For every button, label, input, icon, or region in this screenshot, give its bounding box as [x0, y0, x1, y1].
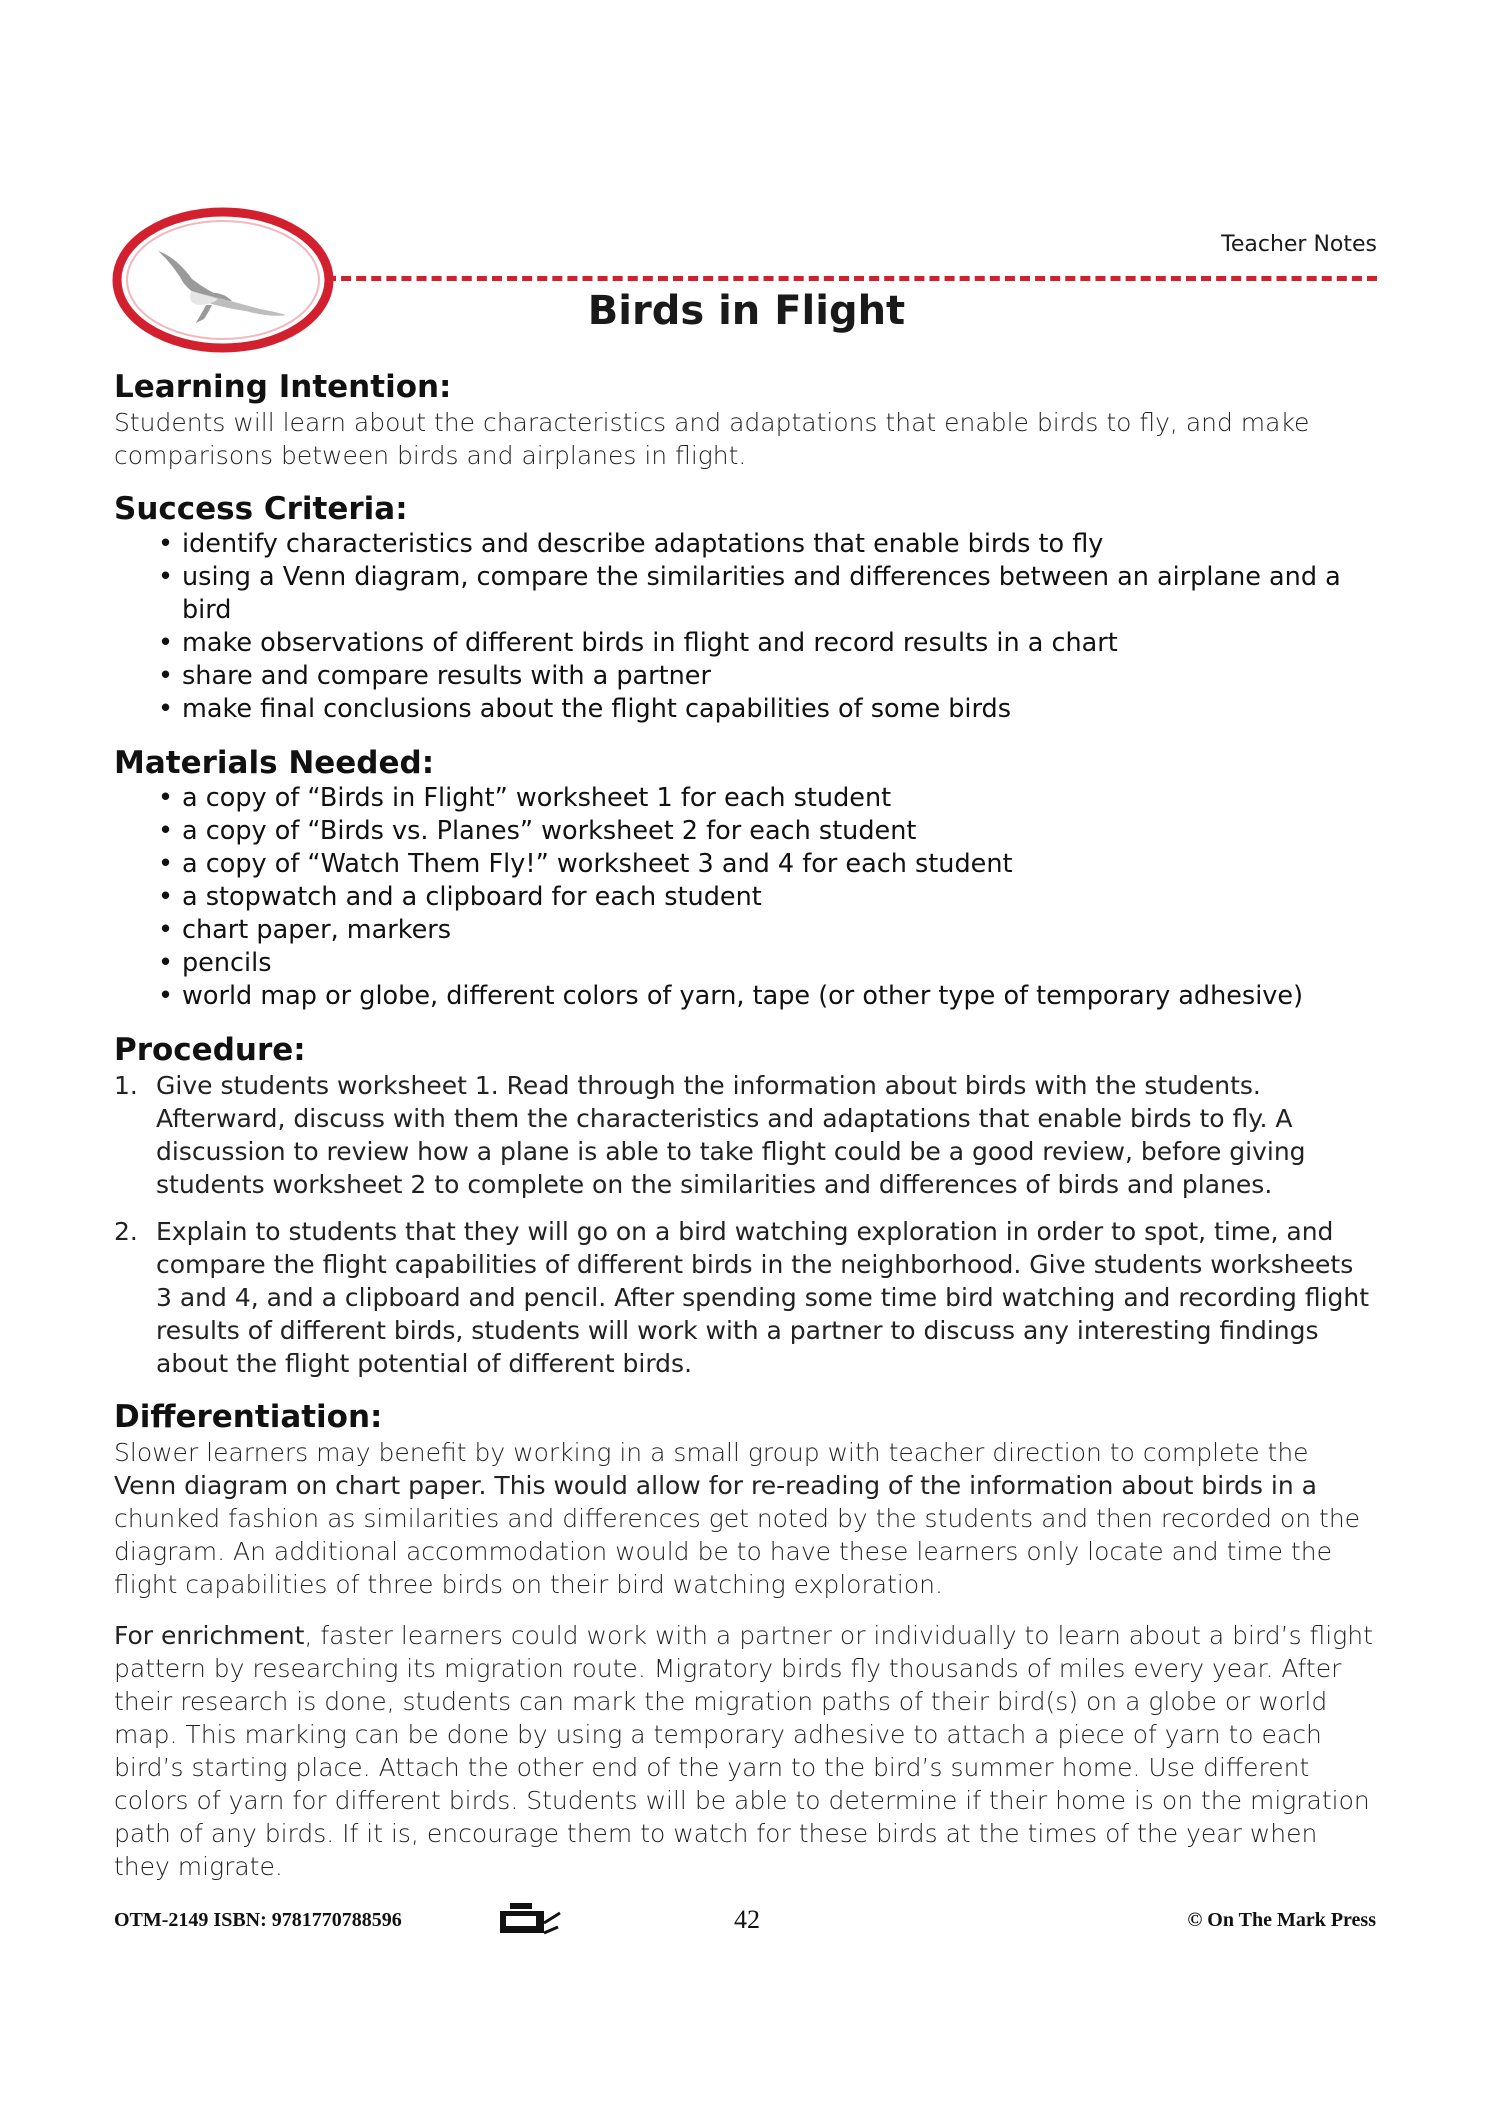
enrichment-body: , faster learners could work with a partner or individually to learn about a bird’s flight pattern by researching its migration route. Migratory birds fly thousands of miles every year. After their research is done, students can mark the migration paths of their bird(s) on a globe or world map. This marking can be done by using a temporary adhesive to attach a piece of yarn to each bird’s starting place. Attach the other end of the yarn to the bird’s summer home. Use different colors of yarn for different birds. Students will be able to determine if their home is on the migration path of any birds. If it is, encourage them to watch for these birds at the times of the year when they migrate. [114, 1621, 1373, 1881]
page-title-text: Birds in Flight [587, 288, 906, 334]
list-item: • make observations of different birds in flight and record results in a chart [158, 627, 1376, 660]
list-item: • a copy of “Watch Them Fly!” worksheet 3 and 4 for each student [158, 848, 1376, 881]
procedure-list [114, 1069, 1376, 1380]
list-item: • identify characteristics and describe adaptations that enable birds to fly [158, 528, 1376, 561]
enrichment-lead: For enrichment [114, 1621, 305, 1650]
list-item: • a stopwatch and a clipboard for each student [158, 881, 1376, 914]
list-item: • a copy of “Birds vs. Planes” worksheet 2 for each student [158, 815, 1376, 848]
step-number: 1. [114, 1071, 138, 1100]
differentiation-text-bold: Venn diagram on chart paper. This would allow for re-reading of the information about birds in a [114, 1471, 1317, 1500]
success-criteria-list [114, 528, 1376, 726]
differentiation-heading: Differentiation: [114, 1399, 383, 1435]
isbn-label: OTM-2149 ISBN: 9781770788596 [114, 1909, 402, 1931]
step-text: Explain to students that they will go on a bird watching exploration in order to spot, time, and compare the flight capabilities of different birds in the neighborhood. Give students worksheets 3 and 4, and a clipboard and pencil. After spending some time bird watching and recording flight results of different birds, students will work with a partner to discuss any interesting findings about the flight potential of different birds. [156, 1217, 1370, 1378]
materials-list [114, 782, 1376, 1013]
learning-intention-text: Students will learn about the characteristics and adaptations that enable birds to fly, and make comparisons between birds and airplanes in flight. [114, 408, 1310, 470]
copyright: © On The Mark Press [1187, 1909, 1376, 1931]
list-item: • share and compare results with a partner [158, 660, 1376, 693]
learning-intention-heading: Learning Intention: [114, 369, 452, 405]
list-item: • a copy of “Birds in Flight” worksheet 1 for each student [158, 782, 1376, 815]
list-item: • using a Venn diagram, compare the similarities and differences between an airplane and a bird [158, 561, 1376, 627]
page-footer [114, 1905, 1376, 1945]
procedure-step [114, 1215, 1376, 1380]
success-criteria-heading: Success Criteria: [114, 491, 408, 527]
materials-heading: Materials Needed: [114, 745, 435, 781]
teacher-notes-content [114, 368, 1376, 1883]
step-number: 2. [114, 1217, 138, 1246]
list-item: • chart paper, markers [158, 914, 1376, 947]
page-number: 42 [734, 1905, 760, 1934]
step-text: Give students worksheet 1. Read through the information about birds with the students. Afterward, discuss with them the characteristics and adaptations that enable birds to fly. A discussion to review how a plane is able to take flight could be a good review, before giving students worksheet 2 to complete on the similarities and differences of birds and planes. [156, 1071, 1306, 1199]
list-item: • make final conclusions about the flight capabilities of some birds [158, 693, 1376, 726]
list-item: • pencils [158, 947, 1376, 980]
enrichment-text [114, 1619, 1376, 1883]
section-label: Teacher Notes [1221, 232, 1377, 257]
photocopier-icon [498, 1899, 562, 1939]
differentiation-text-3: chunked fashion as similarities and differences get noted by the students and then recorded on the diagram. An additional accommodation would be to have these learners only locate and time the flight capabilities of three birds on their bird watching exploration. [114, 1504, 1361, 1599]
list-item: • world map or globe, different colors of yarn, tape (or other type of temporary adhesive) [158, 980, 1376, 1013]
differentiation-text [114, 1436, 1376, 1601]
procedure-step [114, 1069, 1376, 1201]
differentiation-text-1: Slower learners may benefit by working in a small group with teacher direction to complete the [114, 1438, 1309, 1467]
procedure-heading: Procedure: [114, 1032, 306, 1068]
page-title [0, 288, 1489, 334]
header-divider [326, 276, 1377, 281]
